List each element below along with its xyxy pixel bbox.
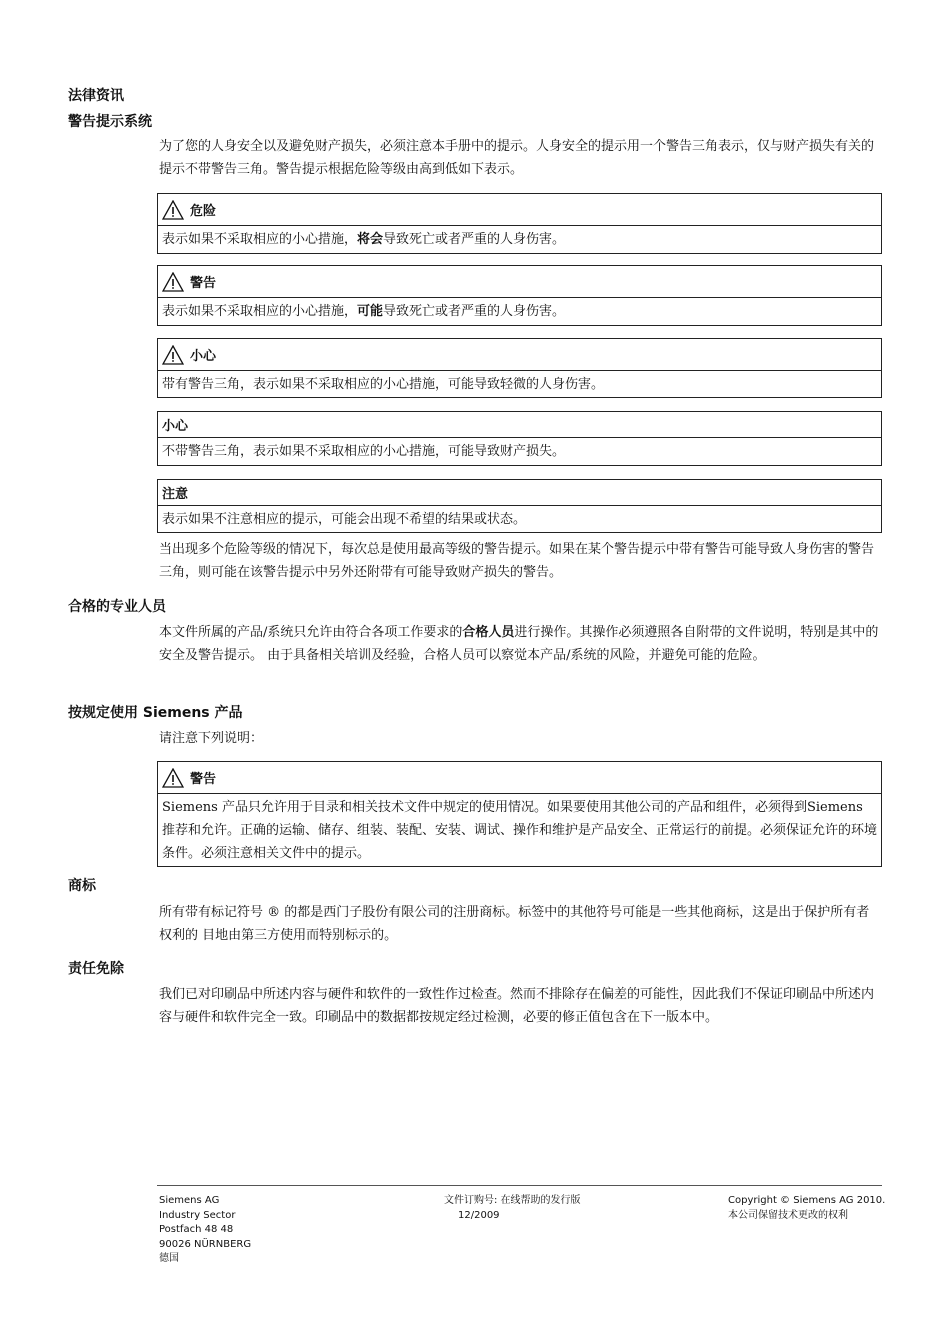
page-title: 法律资讯 [68,88,124,104]
disclaimer-heading: 责任免除 [68,961,124,977]
caution-triangle-text: 带有警告三角，表示如果不采取相应的小心措施，可能导致轻微的人身伤害。 [162,376,605,392]
disclaimer-text: 我们已对印刷品中所述内容与硬件和软件的一致性作过检查。然而不排除存在偏差的可能性，因此我们不保证印刷品中所述内容与硬件和软件完全一致。印刷品中的数据都按规定经过检测，必要的修正值包含在下一版本中。 [159,987,875,1025]
footer-date: 12/2009 [458,1209,500,1221]
caution-triangle-title: 小心 [190,349,217,364]
proper-use-warning-title: 警告 [190,772,217,787]
proper-use-warning-header [158,762,881,794]
footer-address [159,1194,251,1267]
caution-title: 小心 [162,419,189,434]
footer-divider [157,1185,882,1186]
danger-text-pre: 表示如果不采取相应的小心措施， [162,232,358,247]
caution-notice-header [158,412,881,438]
footer-order-info [444,1194,581,1223]
warning-text-bold: 可能 [357,304,384,319]
warning-title: 警告 [190,276,217,291]
warning-triangle-icon [162,200,184,220]
proper-use-intro: 请注意下列说明： [159,731,264,746]
warning-text-pre: 表示如果不采取相应的小心措施， [162,304,358,319]
notice-text: 表示如果不注意相应的提示，可能会出现不希望的结果或状态。 [162,511,527,527]
warning-system-heading: 警告提示系统 [68,114,152,130]
warning-notice-header [158,266,881,298]
trademarks-text: 所有带有标记符号 ® 的都是西门子股份有限公司的注册商标。标签中的其他符号可能是一些其他商标，这是出于保护所有者权利的 目地由第三方使用而特别标示的。 [159,905,870,943]
caution-notice-box [157,411,882,466]
qualified-text-pre: 本文件所属的产品/系统只允许由符合各项工作要求的 [159,625,463,640]
footer-address-line: Postfach 48 48 [159,1224,234,1235]
caution-triangle-notice-header [158,339,881,371]
notice-box [157,479,882,533]
footer-address-line: 德国 [159,1253,179,1264]
warning-text [158,298,881,325]
warning-notice-box [157,265,882,326]
notice-header [158,480,881,506]
footer-copyright-block [728,1194,885,1223]
qualified-text-post: 进行操作。其操作必须遵照各自附带的文件说明，特别是其中的安全及警告提示。 由于具备相关培训及经验，合格人员可以察觉本产品/系统的风险，并避免可能的危险。 [159,625,879,663]
footer-address-line: 90026 NÜRNBERG [159,1238,252,1250]
proper-use-warning-text: Siemens 产品只允许用于目录和相关技术文件中规定的使用情况。如果要使用其他公司的产品和组件，必须得到Siemens 推荐和允许。正确的运输、储存、组装、装配、安装、调试、操作和维护是产品安全、正常运行的前提。必须保证允许的环境条件。必须注意相关文件中的提示。 [162,800,878,861]
caution-triangle-notice-box [157,338,882,398]
footer-address-line: Siemens AG [159,1195,220,1206]
trademarks-heading: 商标 [68,878,96,894]
danger-text-post: 导致死亡或者严重的人身伤害。 [383,232,566,247]
danger-notice-box [157,193,882,254]
warning-system-outro: 当出现多个危险等级的情况下，每次总是使用最高等级的警告提示。如果在某个警告提示中带有警告可能导致人身伤害的警告三角，则可能在该警告提示中另外还附带有可能导致财产损失的警告。 [159,542,875,580]
footer-rights: 本公司保留技术更改的权利 [728,1209,848,1221]
warning-text-post: 导致死亡或者严重的人身伤害。 [383,304,566,319]
qualified-personnel-heading: 合格的专业人员 [68,599,166,615]
warning-triangle-icon [162,272,184,292]
proper-use-warning-box [157,761,882,867]
footer-copyright: Copyright © Siemens AG 2010. [728,1195,886,1206]
notice-title: 注意 [162,487,189,502]
caution-text: 不带警告三角，表示如果不采取相应的小心措施，可能导致财产损失。 [162,444,566,459]
warning-system-intro: 为了您的人身安全以及避免财产损失，必须注意本手册中的提示。人身安全的提示用一个警告三角表示，仅与财产损失有关的提示不带警告三角。警告提示根据危险等级由高到低如下表示。 [159,139,875,177]
footer-order-number: 文件订购号: 在线帮助的发行版 [444,1195,581,1206]
danger-text-bold: 将会 [357,232,384,247]
warning-triangle-icon [162,768,184,788]
danger-text [158,226,881,253]
qualified-text-bold: 合格人员 [462,625,515,640]
danger-notice-header [158,194,881,226]
footer-address-line: Industry Sector [159,1209,236,1221]
warning-triangle-icon [162,345,184,365]
qualified-personnel-text [159,621,881,667]
proper-use-heading: 按规定使用 Siemens 产品 [68,705,243,721]
danger-title: 危险 [190,204,217,219]
